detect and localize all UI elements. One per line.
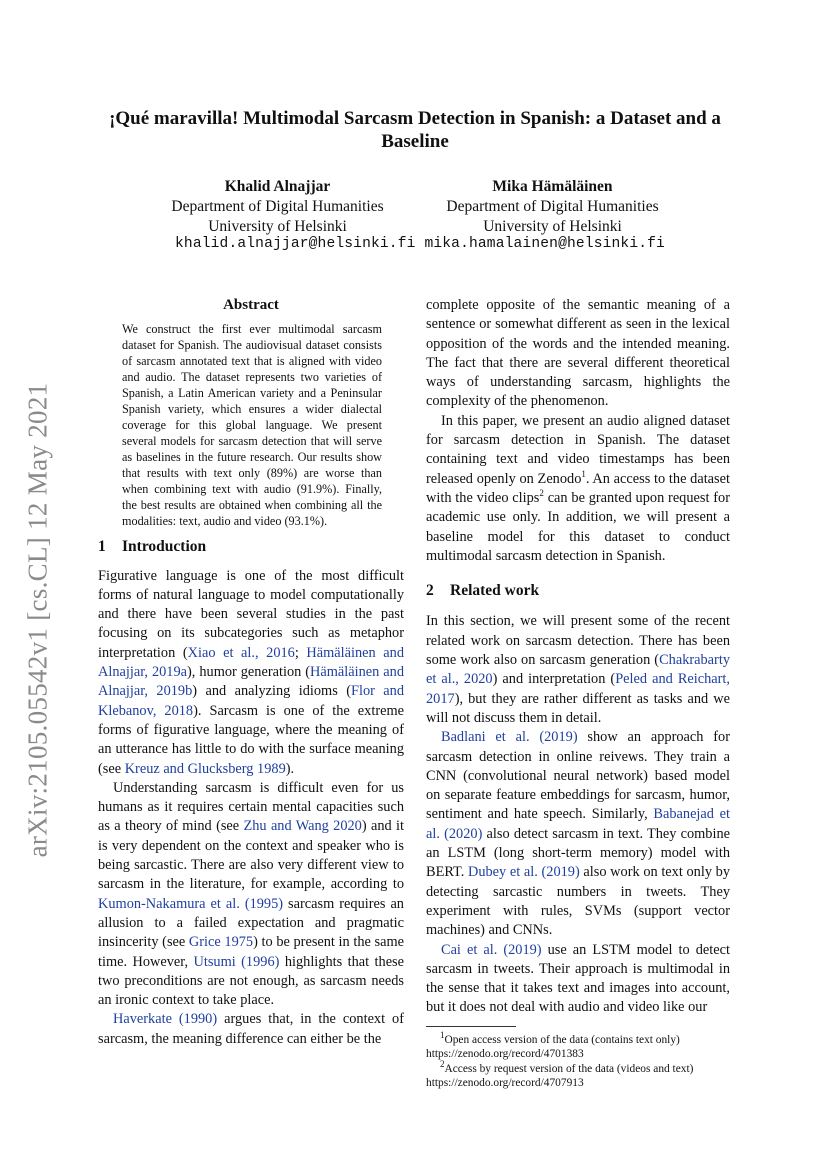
citation-link[interactable]: Kreuz and Glucksberg 1989	[124, 760, 286, 777]
author-block-1	[155, 177, 400, 237]
intro-paragraph-1	[98, 567, 404, 779]
author-email-2: mika.hamalainen@helsinki.fi	[424, 236, 665, 252]
body-text: also detect sarcasm in text. They combine an LSTM (long short-term memory) model with BERT.	[426, 825, 730, 881]
body-text: ) to be present in the same time. However,	[98, 934, 404, 970]
section-number: 1	[98, 538, 106, 556]
body-text: use an LSTM model to detect sarcasm in tweets. Their approach is multimodal in the sense that it takes text and images into account, but it does not deal with audio and video like our	[426, 941, 730, 1016]
section-title: Introduction	[122, 538, 207, 556]
footnote-marker[interactable]: 2	[539, 488, 544, 499]
citation-link[interactable]: Babanejad et al. (2020)	[426, 806, 730, 842]
related-paragraph-2	[426, 728, 730, 940]
footnote-divider	[426, 1026, 516, 1027]
body-text: In this paper, we present an audio aligned dataset for sarcasm detection in Spanish. The dataset containing text and video timestamps has been released openly on Zenodo	[426, 412, 730, 487]
body-text: argues that, in the context of sarcasm, the meaning difference can either be the	[98, 1011, 404, 1047]
body-text: also work on text only by detecting sarcastic numbers in tweets. They experiment with rules, SVMs (support vector machines) and CNNs.	[426, 864, 730, 939]
citation-link[interactable]: Hämäläinen and Alnajjar, 2019b	[98, 664, 404, 700]
citation-link[interactable]: Hämäläinen and Alnajjar, 2019a	[98, 644, 405, 681]
body-text: ), but they are rather different as tasks and we will not discuss them in detail.	[426, 690, 730, 726]
citation-link[interactable]: Chakrabarty et al., 2020	[426, 652, 730, 688]
body-text: . An access to the dataset with the video clips	[426, 470, 730, 506]
body-text: highlights that these two preconditions are not enough, as sarcasm needs an ironic context to take place.	[98, 953, 405, 1009]
footnote-1	[426, 1029, 730, 1062]
section-heading-introduction	[98, 537, 404, 556]
footnote-marker[interactable]: 1	[581, 468, 586, 479]
related-paragraph-3	[426, 941, 730, 1018]
citation-link[interactable]: Zhu and Wang 2020	[243, 818, 362, 835]
author-department: Department of Digital Humanities	[446, 198, 659, 215]
body-text: show an approach for sarcasm detection in online reivews. They train a CNN (convolutional neural network) based model on separate feature embeddings for sarcasm, humor, sentiment and hate speech. Similarly,	[426, 729, 730, 823]
body-text: ).	[285, 760, 295, 777]
abstract-heading: Abstract	[223, 297, 279, 313]
citation-link[interactable]: Dubey et al. (2019)	[467, 864, 580, 881]
section-number: 2	[426, 582, 434, 600]
citation-link[interactable]: Grice 1975	[188, 934, 254, 951]
abstract-text: We construct the first ever multimodal sarcasm dataset for Spanish. The audiovisual dataset consists of sarcasm annotated text that is aligned with video and audio. The dataset represents two varieties of Spanish, a Latin American variety and a Peninsular Spanish variety, which ensures a wider dialectal coverage for this global language. We present several models for sarcasm detection that will serve as baselines in the future research. Our results show that results with text only (89%) are worse than when combining text with audio (91.9%). Finally, the best results are obtained when combining all the modalities: text, audio and video (93.1%).	[122, 322, 382, 529]
body-text: ). Sarcasm is one of the extreme forms of figurative language, where the meaning of an utterance has little to do with the surface meaning (see	[98, 702, 404, 777]
citation-link[interactable]: Cai et al. (2019)	[441, 941, 542, 958]
body-text: ), humor generation (	[187, 664, 311, 681]
body-text: Figurative language is one of the most difficult forms of natural language to model computationally and there have been several studies in the past focusing on its subcategories such as metaphor interpretation (	[98, 567, 404, 661]
body-text: Understanding sarcasm is difficult even for us humans as it requires certain mental capacities such as a theory of mind (see	[98, 779, 404, 835]
right-column	[426, 296, 730, 1090]
intro-continued-paragraph: complete opposite of the semantic meaning of a sentence or somewhat different as seen in the lexical opposition of the words and the intended meaning. The fact that there are several different theoretical ways of understanding sarcasm, highlights the complexity of the phenomenon.	[426, 297, 730, 410]
author-emails	[100, 236, 740, 252]
body-text: ) and it is very dependent on the context and speaker who is being sarcastic. There are also very different view to sarcasm in the literature, for example, according to	[98, 818, 404, 893]
author-name: Mika Hämäläinen	[492, 178, 613, 195]
footnote-2	[426, 1058, 730, 1091]
citation-link[interactable]: Xiao et al., 2016	[187, 644, 295, 661]
footnote-number: 2	[440, 1058, 445, 1069]
body-text: ;	[294, 644, 307, 661]
footnote-text: Access by request version of the data (videos and text) https://zenodo.org/record/4707913	[426, 1062, 694, 1089]
footnote-text: Open access version of the data (contains text only) https://zenodo.org/record/4701383	[426, 1033, 680, 1061]
citation-link[interactable]: Kumon-Nakamura et al. (1995)	[98, 895, 284, 912]
section-heading-related-work	[426, 581, 730, 600]
footnote-number: 1	[440, 1029, 445, 1040]
body-text: ) and analyzing idioms (	[192, 683, 351, 700]
body-text: In this section, we will present some of the recent related work on sarcasm detection. There has been some work also on sarcasm generation (	[426, 613, 730, 669]
author-email-1: khalid.alnajjar@helsinki.fi	[175, 236, 416, 252]
author-university: University of Helsinki	[483, 218, 622, 235]
paper-title: ¡Qué maravilla! Multimodal Sarcasm Detection in Spanish: a Dataset and a Baseline	[109, 108, 721, 152]
intro-paragraph-2	[98, 779, 404, 1011]
body-text: can be granted upon request for academic use only. In addition, we will present a baseline model for this dataset to conduct multimodal sarcasm detection in Spanish.	[426, 489, 730, 564]
author-name: Khalid Alnajjar	[224, 178, 331, 195]
citation-link[interactable]: Utsumi (1996)	[193, 953, 280, 970]
arxiv-identifier-stamp: arXiv:2105.05542v1 [cs.CL] 12 May 2021	[22, 382, 53, 858]
citation-link[interactable]: Badlani et al. (2019)	[441, 729, 578, 746]
citation-link[interactable]: Haverkate (1990)	[113, 1011, 218, 1028]
citation-link[interactable]: Peled and Reichart, 2017	[426, 671, 730, 707]
left-column	[98, 296, 404, 1049]
citation-link[interactable]: Flor and Klebanov, 2018	[98, 683, 405, 719]
author-department: Department of Digital Humanities	[171, 198, 384, 215]
section-title: Related work	[450, 582, 540, 600]
body-text: ) and interpretation (	[492, 671, 616, 688]
author-block-2	[430, 177, 675, 237]
intro-paragraph-3	[98, 1010, 404, 1049]
intro-paragraph-4	[426, 412, 730, 566]
related-paragraph-1	[426, 612, 730, 728]
body-text: sarcasm requires an allusion to a failed expectation and pragmatic insincerity (see	[98, 895, 404, 951]
author-university: University of Helsinki	[208, 218, 347, 235]
